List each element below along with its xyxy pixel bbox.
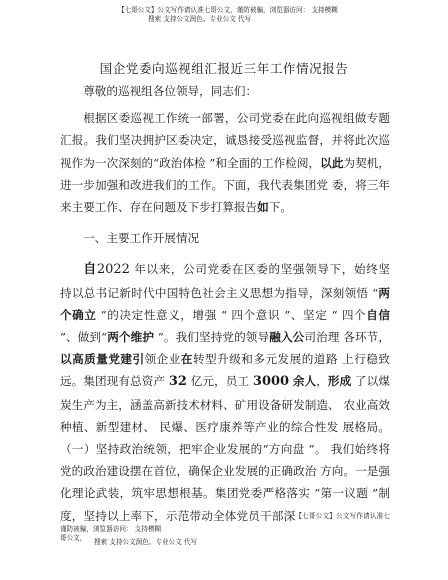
watermark-bottom-line2: 搜索 支持公文润色、专业公文 代写 <box>94 538 198 546</box>
intro-text-b: 以此 <box>320 155 344 170</box>
p2-m: 领企业 <box>144 352 181 367</box>
watermark-top-line1: 【七哥公文】公文写作请认准七哥公文，谨防被骗，浏览器访问： 支持模糊 <box>118 6 338 14</box>
salutation: 尊敬的巡视组各位领导，同志们： <box>83 84 258 98</box>
watermark-bottom <box>60 523 390 549</box>
intro-text-d: 如 <box>257 200 269 215</box>
p2-n: 在 <box>180 352 193 367</box>
p2-c: 年以来，公司党委在区委的坚强领导下，始终坚 持以总书记新时代中国特色社会主义思想为指导，深刻领悟 “ <box>60 262 390 300</box>
p2-q: 32 <box>168 374 187 390</box>
document-body <box>60 80 390 549</box>
intro-text-e: 下。 <box>268 200 292 215</box>
watermark-inline: 【七哥公文】公文写作请认准七哥公文， <box>60 511 390 542</box>
p2-i: ”。我们坚持党的领导 <box>154 330 270 345</box>
p2-j: 融入公 <box>269 330 305 345</box>
p2-u: 余人 <box>292 374 317 389</box>
p2-h: 两个维护 <box>107 330 155 345</box>
p2-k: 司治理 各环节， <box>304 330 390 345</box>
section-heading-1: 一、主要工作开展情况 <box>83 231 200 246</box>
p2-d: 两个确立 <box>60 285 390 322</box>
p2-g: ”、做到“ <box>60 330 108 345</box>
p2-w: 形成 <box>327 374 352 389</box>
intro-paragraph <box>60 107 390 218</box>
p2-x: 了以煤炭生产为主，涵盖高新技术材料、矿用设备研发制造、 农业高效种植、新型建材、 民爆、医疗康养等产业的综合性发 展格局。（一）坚持政治统领，把牢企业发展的“方向盘 ”。 我们始终将党的政治建设摆在首位，确保企业发展的正确政治 方向。一是强化理论武装，筑牢思想根基。集团党委严格落实 “第一议题 ”制度，坚持以上率下，示范带动全体党员干部深 <box>60 374 390 523</box>
work-paragraph <box>60 258 390 549</box>
p2-e: ”的决定性意义，增强 “ 四个意识 ”、坚定 “ 四个 <box>96 307 367 322</box>
intro-text-c: 为契机，进一步加强和改进我们的工作。下面，我代表集团党 委，将三年来主要工作、存在问题及下步打算报告 <box>60 155 390 215</box>
p2-v: ， <box>316 374 328 389</box>
p2-r: 亿元，员工 <box>186 374 253 389</box>
watermark-top <box>118 6 378 24</box>
document-title: 国企党委向巡视组汇报近三年工作情况报告 <box>99 61 349 76</box>
intro-text-a: 根据区委巡视工作统一部署，公司党委在此向巡视组做专题汇报。我们坚决拥护区委决定，诚恳接受巡视监督，并将此次巡视作为一次深刻的“政治体检 ”和全面的工作检阅， <box>60 111 390 170</box>
p2-s: 3000 <box>252 374 290 390</box>
p2-a: 自 <box>83 262 97 278</box>
watermark-top-line2: 搜索 支持公文润色、专业公文 代写 <box>148 15 252 23</box>
watermark-bottom-line1: 谨防被骗，浏览器访问： 支持模糊 <box>60 525 162 533</box>
p2-l: 以高质量党建引 <box>60 352 145 367</box>
p2-p: 和多元发展的道路 上行稳致远。集团现有总资产 <box>60 352 390 389</box>
p2-f: 自信 <box>366 307 390 322</box>
p2-b: 2022 <box>96 262 130 278</box>
p2-o: 转型升级 <box>192 352 242 367</box>
